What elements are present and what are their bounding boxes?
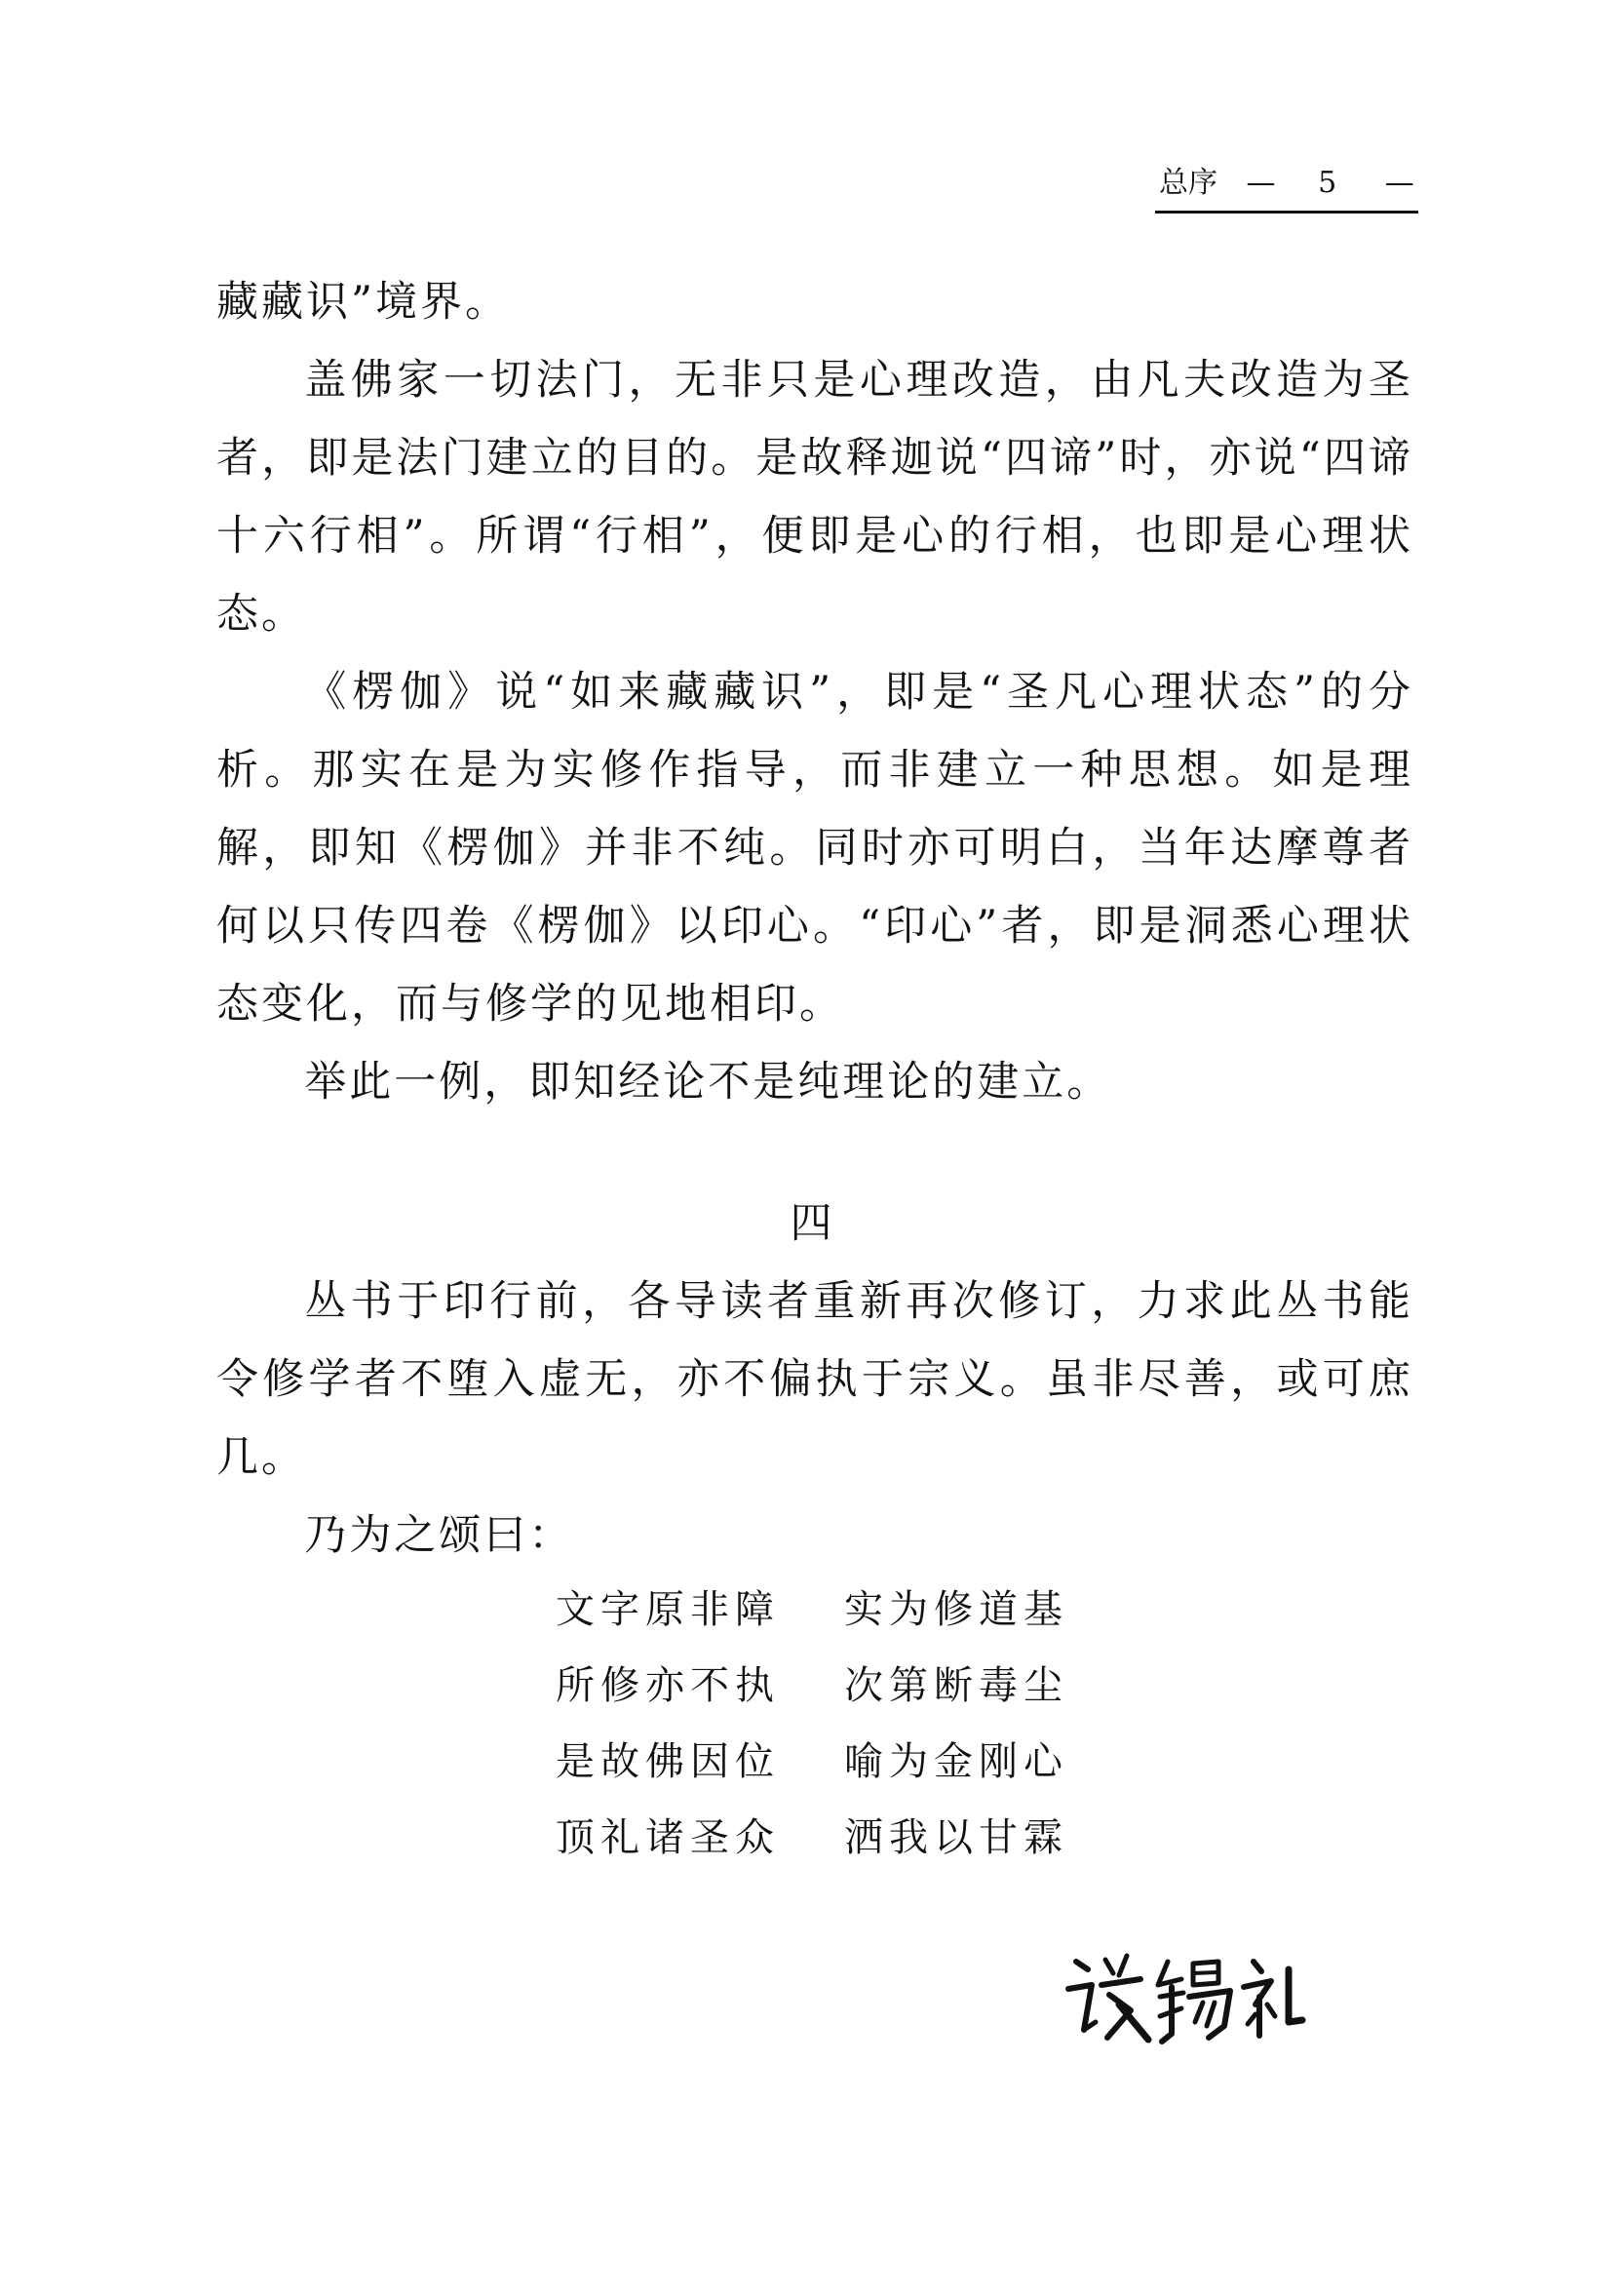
paragraph: 藏藏识”境界。 — [216, 278, 510, 327]
handwritten-signature — [1062, 1940, 1316, 2057]
paragraph: 举此一例，即知经论不是纯理论的建立。 — [304, 1058, 1112, 1107]
verse-block — [556, 1572, 1068, 1876]
verse-line — [556, 1648, 1068, 1724]
section-number: 四 — [790, 1199, 832, 1248]
paragraph: 《楞伽》说“如来藏藏识”，即是“圣凡心理状态”的分析。那实在是为实修作指导，而非建立一种思想。如是理解，即知《楞伽》并非不纯。同时亦可明白，当年达摩尊者何以只传四卷《楞伽》以印心。“印心”者，即是洞悉心理状态变化，而与修学的见地相印。 — [216, 668, 1413, 1029]
verse-first-half: 文字原非障 — [556, 1587, 780, 1632]
paragraph: 乃为之颂曰： — [304, 1511, 574, 1560]
verse-line — [556, 1800, 1068, 1876]
running-header — [1155, 164, 1418, 214]
body-text-part2 — [216, 1263, 1413, 1575]
header-dash-right: — — [1384, 166, 1414, 200]
verse-second-half: 实为修道基 — [844, 1587, 1068, 1632]
verse-first-half: 顶礼诸圣众 — [556, 1815, 780, 1860]
header-dash-left: — — [1246, 166, 1276, 200]
verse-first-half: 是故佛因位 — [556, 1739, 780, 1784]
verse-line — [556, 1572, 1068, 1648]
verse-first-half: 所修亦不执 — [556, 1663, 780, 1708]
paragraph: 丛书于印行前，各导读者重新再次修订，力求此丛书能令修学者不堕入虚无，亦不偏执于宗义。虽非尽善，或可庶几。 — [216, 1277, 1413, 1482]
header-title: 总序 — [1159, 166, 1217, 200]
page-number: 5 — [1318, 166, 1337, 200]
verse-line — [556, 1724, 1068, 1800]
paragraph: 盖佛家一切法门，无非只是心理改造，由凡夫改造为圣者，即是法门建立的目的。是故释迦说“四谛”时，亦说“四谛十六行相”。所谓“行相”，便即是心的行相，也即是心理状态。 — [216, 356, 1413, 639]
verse-second-half: 喻为金刚心 — [844, 1739, 1068, 1784]
body-text-part1 — [216, 263, 1413, 1121]
verse-second-half: 次第断毒尘 — [844, 1663, 1068, 1708]
verse-second-half: 洒我以甘霖 — [844, 1815, 1068, 1860]
